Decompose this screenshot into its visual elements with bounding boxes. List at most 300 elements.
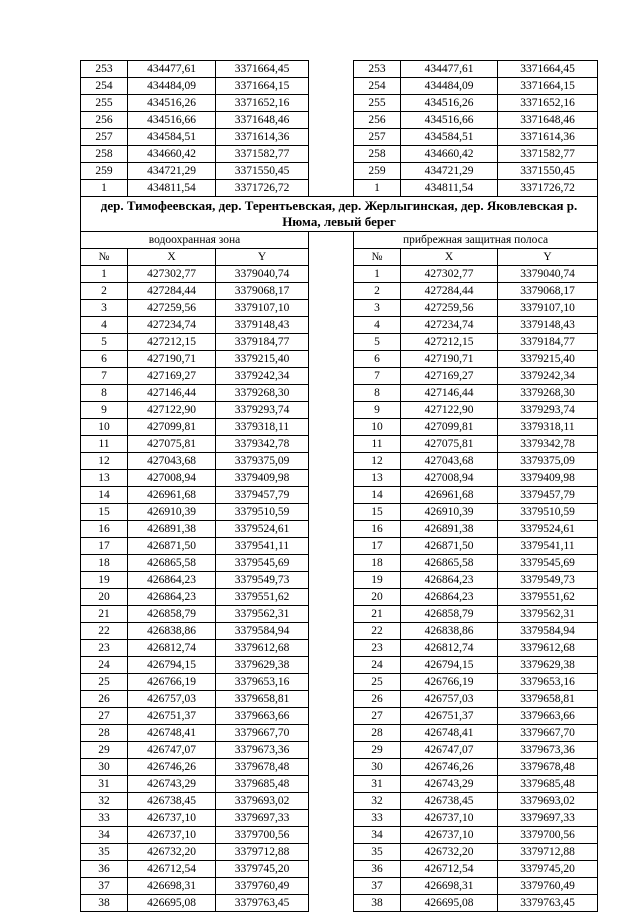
point-no-left: 9 <box>81 402 128 419</box>
section-title: дер. Тимофеевская, дер. Терентьевская, дер. Жерлыгинская, дер. Яковлевская р. Нюма, левый берег <box>81 197 598 232</box>
y-left: 3371726,72 <box>216 180 309 197</box>
y-left: 3379040,74 <box>216 266 309 283</box>
x-right: 434584,51 <box>401 129 498 146</box>
table-row <box>81 436 598 453</box>
point-no-right: 34 <box>354 827 401 844</box>
y-left: 3371550,45 <box>216 163 309 180</box>
point-no-left: 38 <box>81 895 128 912</box>
table-row <box>81 317 598 334</box>
x-right: 426858,79 <box>401 606 498 623</box>
y-left: 3379242,34 <box>216 368 309 385</box>
point-no-left: 25 <box>81 674 128 691</box>
y-right: 3379673,36 <box>498 742 598 759</box>
x-left: 427284,44 <box>128 283 216 300</box>
y-left: 3379653,16 <box>216 674 309 691</box>
y-left: 3371652,16 <box>216 95 309 112</box>
point-no-right: 1 <box>354 180 401 197</box>
y-right: 3379697,33 <box>498 810 598 827</box>
x-left: 427190,71 <box>128 351 216 368</box>
table-row <box>81 895 598 912</box>
x-right: 426743,29 <box>401 776 498 793</box>
table-row <box>81 334 598 351</box>
point-no-left: 12 <box>81 453 128 470</box>
y-left: 3371664,15 <box>216 78 309 95</box>
y-right: 3379268,30 <box>498 385 598 402</box>
column-gap <box>309 793 354 810</box>
y-right: 3379653,16 <box>498 674 598 691</box>
table-row <box>81 300 598 317</box>
point-no-right: 254 <box>354 78 401 95</box>
point-no-left: 31 <box>81 776 128 793</box>
table-row <box>81 793 598 810</box>
y-left: 3379745,20 <box>216 861 309 878</box>
y-right: 3379184,77 <box>498 334 598 351</box>
point-no-left: 29 <box>81 742 128 759</box>
x-right: 434811,54 <box>401 180 498 197</box>
point-no-right: 13 <box>354 470 401 487</box>
point-no-right: 28 <box>354 725 401 742</box>
y-left: 3371582,77 <box>216 146 309 163</box>
column-gap <box>309 351 354 368</box>
x-left: 434584,51 <box>128 129 216 146</box>
y-left: 3379658,81 <box>216 691 309 708</box>
table-row <box>81 266 598 283</box>
column-gap <box>309 691 354 708</box>
point-no-right: 32 <box>354 793 401 810</box>
x-right: 426737,10 <box>401 810 498 827</box>
point-no-right: 22 <box>354 623 401 640</box>
y-left: 3379148,43 <box>216 317 309 334</box>
y-right: 3371726,72 <box>498 180 598 197</box>
x-left: 426738,45 <box>128 793 216 810</box>
table-row <box>81 521 598 538</box>
table-row <box>81 385 598 402</box>
x-left: 427169,27 <box>128 368 216 385</box>
point-no-right: 15 <box>354 504 401 521</box>
column-gap <box>309 555 354 572</box>
point-no-left: 255 <box>81 95 128 112</box>
x-left: 434516,26 <box>128 95 216 112</box>
y-right: 3371652,16 <box>498 95 598 112</box>
col-no-left: № <box>81 249 128 266</box>
x-left: 426858,79 <box>128 606 216 623</box>
point-no-right: 258 <box>354 146 401 163</box>
x-right: 426712,54 <box>401 861 498 878</box>
x-left: 427212,15 <box>128 334 216 351</box>
table-row <box>81 589 598 606</box>
x-right: 427122,90 <box>401 402 498 419</box>
y-left: 3379663,66 <box>216 708 309 725</box>
x-left: 426865,58 <box>128 555 216 572</box>
y-right: 3379457,79 <box>498 487 598 504</box>
table-row <box>81 453 598 470</box>
x-left: 426766,19 <box>128 674 216 691</box>
column-gap <box>309 487 354 504</box>
y-right: 3379293,74 <box>498 402 598 419</box>
y-right: 3379549,73 <box>498 572 598 589</box>
column-gap <box>309 810 354 827</box>
point-no-left: 15 <box>81 504 128 521</box>
y-right: 3379342,78 <box>498 436 598 453</box>
x-right: 427284,44 <box>401 283 498 300</box>
y-left: 3379375,09 <box>216 453 309 470</box>
y-right: 3379760,49 <box>498 878 598 895</box>
column-gap <box>309 95 354 112</box>
point-no-left: 23 <box>81 640 128 657</box>
y-left: 3379697,33 <box>216 810 309 827</box>
point-no-left: 11 <box>81 436 128 453</box>
column-gap <box>309 419 354 436</box>
y-left: 3379545,69 <box>216 555 309 572</box>
x-left: 426751,37 <box>128 708 216 725</box>
x-left: 426746,26 <box>128 759 216 776</box>
x-left: 426695,08 <box>128 895 216 912</box>
column-gap <box>309 657 354 674</box>
point-no-right: 259 <box>354 163 401 180</box>
point-no-right: 16 <box>354 521 401 538</box>
point-no-right: 6 <box>354 351 401 368</box>
point-no-left: 256 <box>81 112 128 129</box>
x-left: 426838,86 <box>128 623 216 640</box>
x-left: 434721,29 <box>128 163 216 180</box>
table-row <box>81 674 598 691</box>
y-right: 3379663,66 <box>498 708 598 725</box>
point-no-left: 8 <box>81 385 128 402</box>
x-right: 427146,44 <box>401 385 498 402</box>
point-no-left: 253 <box>81 61 128 78</box>
y-right: 3379242,34 <box>498 368 598 385</box>
x-left: 434811,54 <box>128 180 216 197</box>
y-left: 3379584,94 <box>216 623 309 640</box>
y-right: 3379040,74 <box>498 266 598 283</box>
x-right: 426748,41 <box>401 725 498 742</box>
y-left: 3379562,31 <box>216 606 309 623</box>
column-gap <box>309 78 354 95</box>
point-no-left: 6 <box>81 351 128 368</box>
y-right: 3379629,38 <box>498 657 598 674</box>
coordinates-table <box>80 60 598 912</box>
point-no-right: 36 <box>354 861 401 878</box>
x-left: 426864,23 <box>128 589 216 606</box>
x-left: 426812,74 <box>128 640 216 657</box>
table-row <box>81 776 598 793</box>
y-left: 3379107,10 <box>216 300 309 317</box>
col-y-left: Y <box>216 249 309 266</box>
column-gap <box>309 878 354 895</box>
y-right: 3371648,46 <box>498 112 598 129</box>
y-left: 3371664,45 <box>216 61 309 78</box>
y-left: 3379068,17 <box>216 283 309 300</box>
x-right: 434721,29 <box>401 163 498 180</box>
x-left: 426737,10 <box>128 810 216 827</box>
x-left: 427043,68 <box>128 453 216 470</box>
table-row <box>81 572 598 589</box>
x-right: 426766,19 <box>401 674 498 691</box>
point-no-left: 22 <box>81 623 128 640</box>
x-left: 426747,07 <box>128 742 216 759</box>
point-no-left: 24 <box>81 657 128 674</box>
y-right: 3379693,02 <box>498 793 598 810</box>
y-left: 3379457,79 <box>216 487 309 504</box>
y-right: 3379584,94 <box>498 623 598 640</box>
x-left: 434477,61 <box>128 61 216 78</box>
x-left: 426737,10 <box>128 827 216 844</box>
x-right: 426698,31 <box>401 878 498 895</box>
table-row <box>81 742 598 759</box>
table-row <box>81 844 598 861</box>
y-left: 3379510,59 <box>216 504 309 521</box>
x-left: 426748,41 <box>128 725 216 742</box>
column-gap <box>309 283 354 300</box>
x-left: 426732,20 <box>128 844 216 861</box>
point-no-right: 20 <box>354 589 401 606</box>
column-gap <box>309 827 354 844</box>
y-right: 3379700,56 <box>498 827 598 844</box>
y-right: 3371614,36 <box>498 129 598 146</box>
table-row <box>81 78 598 95</box>
point-no-right: 3 <box>354 300 401 317</box>
x-right: 427190,71 <box>401 351 498 368</box>
y-left: 3371614,36 <box>216 129 309 146</box>
y-right: 3379318,11 <box>498 419 598 436</box>
x-right: 426838,86 <box>401 623 498 640</box>
y-left: 3379700,56 <box>216 827 309 844</box>
table-row <box>81 827 598 844</box>
y-left: 3379318,11 <box>216 419 309 436</box>
y-right: 3379678,48 <box>498 759 598 776</box>
column-gap <box>309 572 354 589</box>
table-row <box>81 623 598 640</box>
y-left: 3379760,49 <box>216 878 309 895</box>
point-no-left: 5 <box>81 334 128 351</box>
column-gap <box>309 385 354 402</box>
point-no-right: 12 <box>354 453 401 470</box>
x-right: 426747,07 <box>401 742 498 759</box>
point-no-right: 19 <box>354 572 401 589</box>
table-row <box>81 470 598 487</box>
y-left: 3379268,30 <box>216 385 309 402</box>
column-gap <box>309 453 354 470</box>
column-gap <box>309 521 354 538</box>
column-gap <box>309 725 354 742</box>
y-right: 3379148,43 <box>498 317 598 334</box>
column-gap <box>309 708 354 725</box>
table-row <box>81 555 598 572</box>
point-no-left: 28 <box>81 725 128 742</box>
point-no-left: 1 <box>81 180 128 197</box>
point-no-right: 38 <box>354 895 401 912</box>
table-row <box>81 180 598 197</box>
column-gap <box>309 334 354 351</box>
point-no-left: 30 <box>81 759 128 776</box>
point-no-left: 26 <box>81 691 128 708</box>
table-row <box>81 640 598 657</box>
y-right: 3379712,88 <box>498 844 598 861</box>
column-gap <box>309 623 354 640</box>
x-left: 426961,68 <box>128 487 216 504</box>
x-right: 426738,45 <box>401 793 498 810</box>
y-left: 3371648,46 <box>216 112 309 129</box>
table-row <box>81 725 598 742</box>
y-right: 3379551,62 <box>498 589 598 606</box>
y-right: 3379107,10 <box>498 300 598 317</box>
point-no-left: 254 <box>81 78 128 95</box>
main-rows-section <box>81 266 598 912</box>
y-right: 3379215,40 <box>498 351 598 368</box>
y-left: 3379215,40 <box>216 351 309 368</box>
point-no-right: 253 <box>354 61 401 78</box>
point-no-left: 1 <box>81 266 128 283</box>
column-gap <box>309 317 354 334</box>
column-gap <box>309 249 354 266</box>
point-no-left: 7 <box>81 368 128 385</box>
point-no-left: 33 <box>81 810 128 827</box>
table-row <box>81 402 598 419</box>
point-no-right: 5 <box>354 334 401 351</box>
x-right: 427234,74 <box>401 317 498 334</box>
x-left: 434660,42 <box>128 146 216 163</box>
zone-left-label: водоохранная зона <box>81 232 309 249</box>
x-right: 426961,68 <box>401 487 498 504</box>
x-left: 427075,81 <box>128 436 216 453</box>
x-right: 427075,81 <box>401 436 498 453</box>
point-no-right: 31 <box>354 776 401 793</box>
y-left: 3379293,74 <box>216 402 309 419</box>
point-no-right: 10 <box>354 419 401 436</box>
col-no-right: № <box>354 249 401 266</box>
point-no-right: 35 <box>354 844 401 861</box>
x-right: 427008,94 <box>401 470 498 487</box>
x-right: 426794,15 <box>401 657 498 674</box>
point-no-right: 18 <box>354 555 401 572</box>
column-gap <box>309 402 354 419</box>
y-left: 3379342,78 <box>216 436 309 453</box>
x-right: 434516,26 <box>401 95 498 112</box>
point-no-left: 37 <box>81 878 128 895</box>
x-right: 426871,50 <box>401 538 498 555</box>
y-right: 3371550,45 <box>498 163 598 180</box>
column-gap <box>309 266 354 283</box>
x-left: 426712,54 <box>128 861 216 878</box>
x-left: 427122,90 <box>128 402 216 419</box>
point-no-left: 257 <box>81 129 128 146</box>
section-title-row <box>81 197 598 232</box>
point-no-left: 32 <box>81 793 128 810</box>
y-right: 3379375,09 <box>498 453 598 470</box>
y-right: 3379658,81 <box>498 691 598 708</box>
y-right: 3371664,15 <box>498 78 598 95</box>
x-right: 426757,03 <box>401 691 498 708</box>
x-left: 427146,44 <box>128 385 216 402</box>
y-left: 3379629,38 <box>216 657 309 674</box>
table-row <box>81 283 598 300</box>
point-no-right: 14 <box>354 487 401 504</box>
col-y-right: Y <box>498 249 598 266</box>
point-no-left: 16 <box>81 521 128 538</box>
y-right: 3379524,61 <box>498 521 598 538</box>
y-right: 3379068,17 <box>498 283 598 300</box>
col-x-left: X <box>128 249 216 266</box>
x-right: 426891,38 <box>401 521 498 538</box>
y-left: 3379541,11 <box>216 538 309 555</box>
x-right: 426732,20 <box>401 844 498 861</box>
column-gap <box>309 470 354 487</box>
point-no-right: 4 <box>354 317 401 334</box>
point-no-left: 18 <box>81 555 128 572</box>
table-row <box>81 368 598 385</box>
point-no-right: 7 <box>354 368 401 385</box>
point-no-right: 24 <box>354 657 401 674</box>
y-right: 3379562,31 <box>498 606 598 623</box>
y-left: 3379678,48 <box>216 759 309 776</box>
point-no-right: 25 <box>354 674 401 691</box>
y-left: 3379673,36 <box>216 742 309 759</box>
column-gap <box>309 895 354 912</box>
column-gap <box>309 112 354 129</box>
point-no-right: 2 <box>354 283 401 300</box>
col-x-right: X <box>401 249 498 266</box>
x-right: 434484,09 <box>401 78 498 95</box>
table-row <box>81 61 598 78</box>
y-left: 3379524,61 <box>216 521 309 538</box>
x-right: 426812,74 <box>401 640 498 657</box>
y-left: 3379763,45 <box>216 895 309 912</box>
x-right: 427212,15 <box>401 334 498 351</box>
column-gap <box>309 146 354 163</box>
point-no-left: 10 <box>81 419 128 436</box>
x-right: 434660,42 <box>401 146 498 163</box>
table-row <box>81 759 598 776</box>
column-gap <box>309 844 354 861</box>
point-no-left: 3 <box>81 300 128 317</box>
y-left: 3379184,77 <box>216 334 309 351</box>
y-right: 3379763,45 <box>498 895 598 912</box>
column-gap <box>309 640 354 657</box>
y-right: 3379745,20 <box>498 861 598 878</box>
table-row <box>81 163 598 180</box>
x-left: 426871,50 <box>128 538 216 555</box>
x-right: 434477,61 <box>401 61 498 78</box>
x-left: 434484,09 <box>128 78 216 95</box>
column-header-row <box>81 249 598 266</box>
x-right: 427099,81 <box>401 419 498 436</box>
point-no-left: 35 <box>81 844 128 861</box>
point-no-left: 258 <box>81 146 128 163</box>
column-gap <box>309 129 354 146</box>
y-left: 3379685,48 <box>216 776 309 793</box>
table-row <box>81 657 598 674</box>
x-left: 426757,03 <box>128 691 216 708</box>
column-gap <box>309 606 354 623</box>
zone-right-label: прибрежная защитная полоса <box>354 232 598 249</box>
column-gap <box>309 742 354 759</box>
y-right: 3371582,77 <box>498 146 598 163</box>
point-no-left: 21 <box>81 606 128 623</box>
column-gap <box>309 163 354 180</box>
table-row <box>81 351 598 368</box>
point-no-right: 27 <box>354 708 401 725</box>
y-right: 3379685,48 <box>498 776 598 793</box>
column-gap <box>309 180 354 197</box>
point-no-left: 27 <box>81 708 128 725</box>
point-no-left: 13 <box>81 470 128 487</box>
y-left: 3379712,88 <box>216 844 309 861</box>
table-row <box>81 419 598 436</box>
point-no-right: 257 <box>354 129 401 146</box>
y-left: 3379549,73 <box>216 572 309 589</box>
point-no-right: 37 <box>354 878 401 895</box>
x-right: 426751,37 <box>401 708 498 725</box>
